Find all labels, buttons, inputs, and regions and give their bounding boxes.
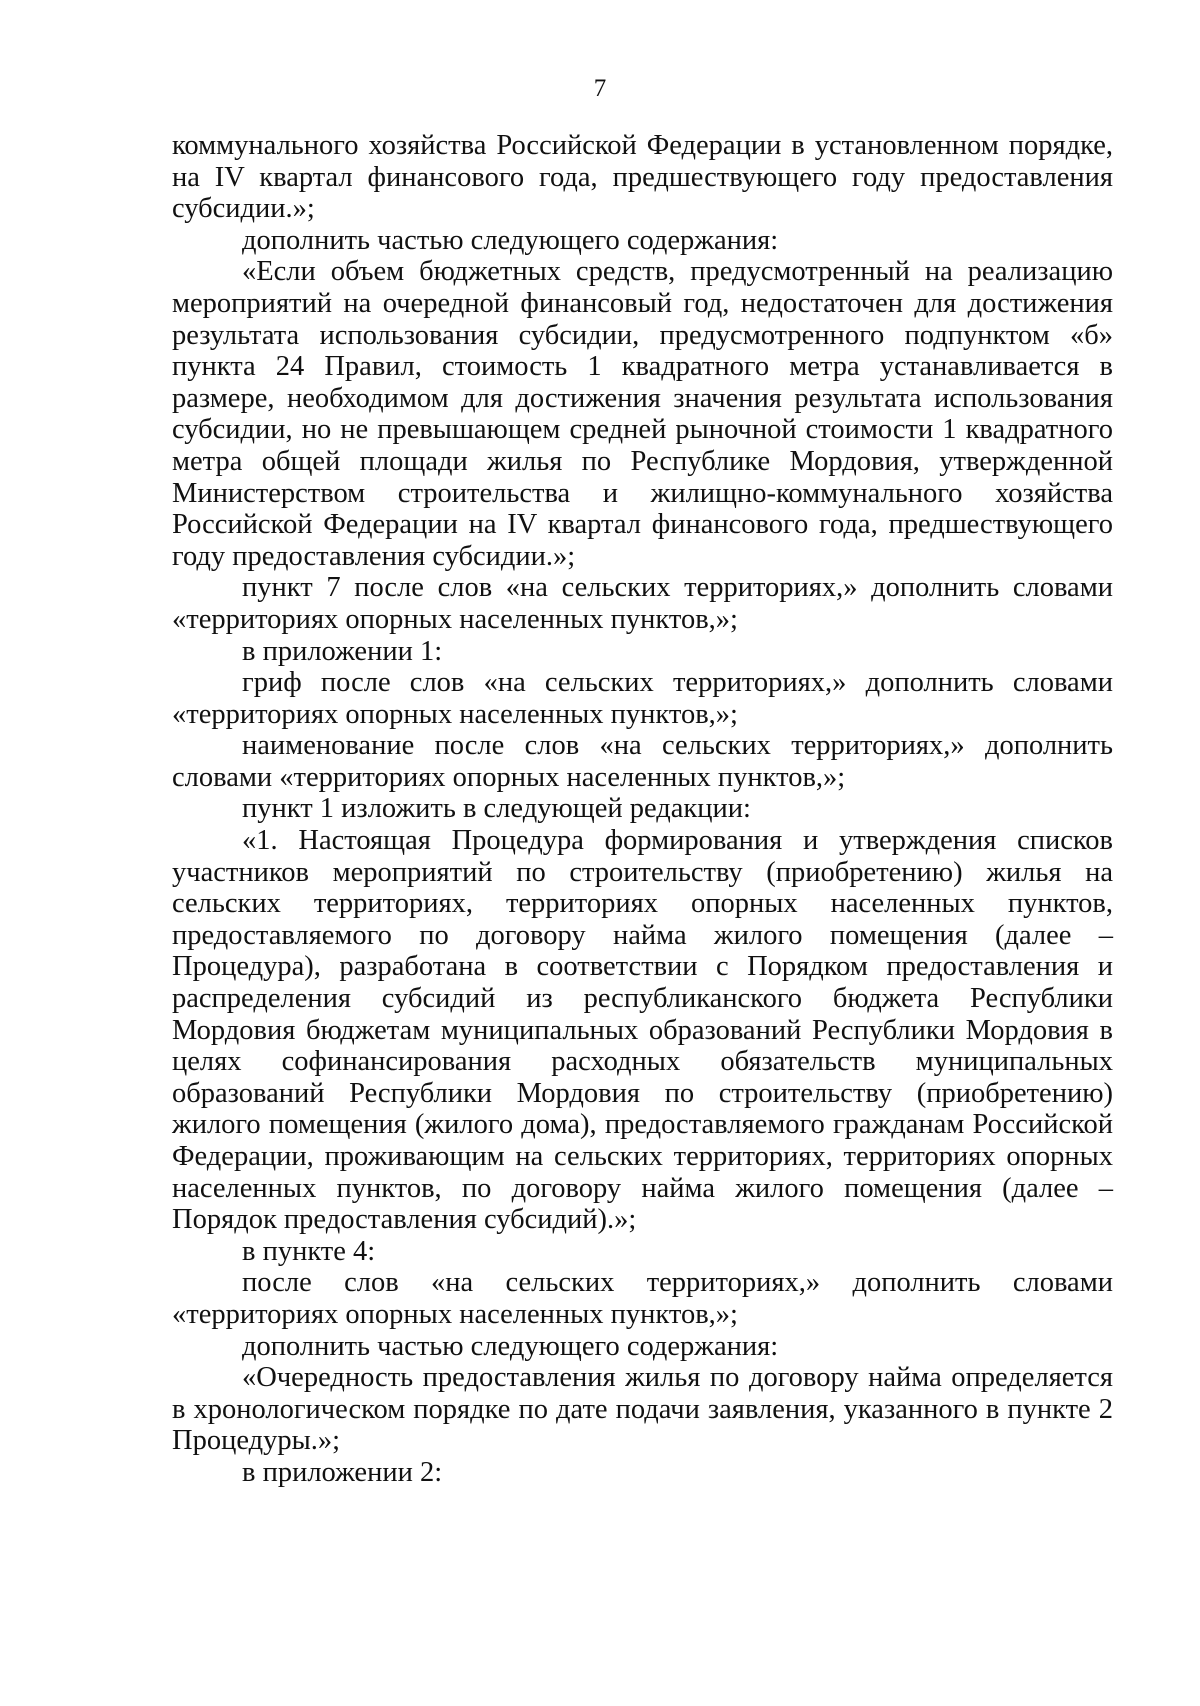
paragraph: дополнить частью следующего содержания: [242,224,779,256]
paragraph: наименование после слов «на сельских территориях,» дополнить словами «территориях опорных населенных пунктов,»; [172,730,1113,793]
paragraph: пункт 1 изложить в следующей редакции: [242,793,751,825]
paragraph: коммунального хозяйства Российской Федерации в установленном порядке, на IV квартал финансового года, предшествующего году предоставления субсидии.»; [172,130,1113,225]
paragraph: «1. Настоящая Процедура формирования и утверждения списков участников мероприятий по строительству (приобретению) жилья на сельских территориях, территориях опорных населенных пунктов, предоставляемого по договору найма жилого помещения (далее – Процедура), разработана в соответствии с Порядком предоставления и распределения субсидий из республиканского бюджета Республики Мордовия бюджетам муниципальных образований Республики Мордовия в целях софинансирования расходных обязательств муниципальных образований Республики Мордовия по строительству (приобретению) жилого помещения (жилого дома), предоставляемого гражданам Российской Федерации, проживающим на сельских территориях, территориях опорных населенных пунктов, по договору найма жилого помещения (далее – Порядок предоставления субсидий).»; [172,825,1113,1236]
paragraph: в приложении 2: [242,1456,443,1488]
document-body [172,130,1113,1489]
paragraph: дополнить частью следующего содержания: [242,1330,779,1362]
paragraph: после слов «на сельских территориях,» дополнить словами «территориях опорных населенных пунктов,»; [172,1267,1113,1330]
paragraph: пункт 7 после слов «на сельских территориях,» дополнить словами «территориях опорных населенных пунктов,»; [172,572,1113,635]
page-number: 7 [593,75,607,102]
paragraph: «Если объем бюджетных средств, предусмотренный на реализацию мероприятий на очередной финансовый год, недостаточен для достижения результата использования субсидии, предусмотренного подпунктом «б» пункта 24 Правил, стоимость 1 квадратного метра устанавливается в размере, необходимом для достижения значения результата использования субсидии, но не превышающем средней рыночной стоимости 1 квадратного метра общей площади жилья по Республике Мордовия, утвержденной Министерством строительства и жилищно-коммунального хозяйства Российской Федерации на IV квартал финансового года, предшествующего году предоставления субсидии.»; [172,256,1113,572]
paragraph: в приложении 1: [242,635,443,667]
paragraph: «Очередность предоставления жилья по договору найма определяется в хронологическом порядке по дате подачи заявления, указанного в пункте 2 Процедуры.»; [172,1362,1113,1457]
paragraph: в пункте 4: [242,1235,376,1267]
paragraph: гриф после слов «на сельских территориях,» дополнить словами «территориях опорных населенных пунктов,»; [172,667,1113,730]
